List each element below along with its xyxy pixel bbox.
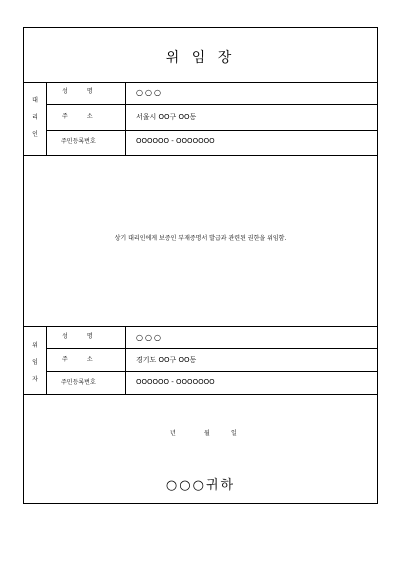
power-of-attorney-form bbox=[23, 27, 378, 504]
divider bbox=[46, 371, 377, 372]
agent-id-value: OOOOOO - OOOOOOO bbox=[136, 137, 215, 145]
divider bbox=[46, 326, 47, 394]
delegator-address-label: 주 소 bbox=[62, 356, 93, 363]
delegator-address-value: 경기도 OO구 OO동 bbox=[136, 356, 197, 364]
delegator-id-label: 주민등록번호 bbox=[61, 379, 96, 386]
delegator-name-label: 성 명 bbox=[62, 333, 93, 340]
divider bbox=[46, 348, 377, 349]
divider bbox=[46, 130, 377, 131]
divider bbox=[24, 82, 377, 83]
divider bbox=[24, 326, 377, 327]
divider bbox=[125, 326, 126, 394]
recipient-line: ○○○귀하 bbox=[165, 478, 236, 493]
date-day-label: 일 bbox=[231, 430, 237, 437]
agent-name-value: ○○○ bbox=[136, 88, 163, 97]
delegator-side-label: 위 임 자 bbox=[32, 342, 38, 383]
date-year-label: 년 bbox=[170, 430, 176, 437]
divider bbox=[46, 82, 47, 155]
delegator-id-value: OOOOOO - OOOOOOO bbox=[136, 378, 215, 386]
divider bbox=[125, 82, 126, 155]
delegator-name-value: ○○○ bbox=[136, 333, 163, 342]
document-title: 위 임 장 bbox=[165, 50, 236, 66]
divider bbox=[24, 394, 377, 395]
agent-address-label: 주 소 bbox=[62, 113, 93, 120]
agent-side-label: 대 리 인 bbox=[32, 97, 38, 138]
divider bbox=[24, 155, 377, 156]
agent-address-value: 서울시 OO구 OO동 bbox=[136, 113, 197, 121]
delegation-statement: 상기 대리인에게 보증인 부재증명서 발급과 관련된 권한을 위임함. bbox=[114, 235, 287, 242]
date-month-label: 월 bbox=[204, 430, 210, 437]
divider bbox=[46, 104, 377, 105]
agent-id-label: 주민등록번호 bbox=[61, 138, 96, 145]
agent-name-label: 성 명 bbox=[62, 88, 93, 95]
